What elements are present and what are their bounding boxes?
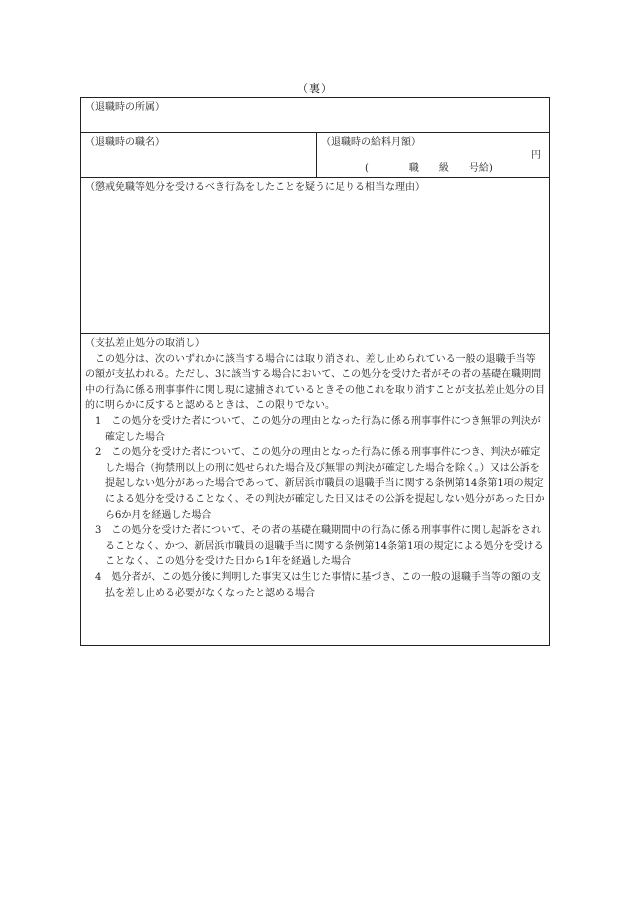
cancellation-item-1: 1 この処分を受けた者について、この処分の理由となった行為に係る刑事事件につき無罪の判決が確定した場合 <box>95 415 541 443</box>
salary-cell[interactable] <box>317 133 549 177</box>
cancellation-item-4: 4 処分者が、この処分後に判明した事実又は生じた事情に基づき、この一般の退職手当等の額の支払を差し止める必要がなくなったと認める場合 <box>95 571 541 599</box>
cancellation-intro: この処分は、次のいずれかに該当する場合には取り消され、差し止められている一般の退職手当等の額が支払われる。ただし、3に該当する場合において、この処分を受けた者がその者の基礎在職期間中の行為に係る刑事事件に関し現に逮捕されているときその他これを取り消すことが支払差止処分の目的に明らかに反すると認めるときは、この限りでない。 <box>85 353 545 412</box>
salary-label: （退職時の給料月額） <box>321 137 421 148</box>
cancellation-item-2: 2 この処分を受けた者について、この処分の理由となった行為に係る刑事事件につき、判決が確定した場合（拘禁刑以上の刑に処せられた場合及び無罪の判決が確定した場合を除く。）又は公訴を提起しない処分があった場合であって、新居浜市職員の退職手当に関する条例第14条第1項の規定による処分を受けることなく、その判決が確定した日又はその公訴を提起しない処分があった日から6か月を経過した場合 <box>95 447 545 521</box>
department-label: （退職時の所属） <box>85 102 165 113</box>
reason-row[interactable] <box>81 178 549 334</box>
department-row[interactable] <box>81 98 549 133</box>
job-salary-row <box>81 133 549 178</box>
cancellation-title: （支払差止処分の取消し） <box>85 338 205 349</box>
page-side-label: （裏） <box>297 82 333 95</box>
reason-label: （懲戒免職等処分を受けるべき行為をしたことを疑うに足りる相当な理由） <box>85 182 425 193</box>
job-title-label: （退職時の職名） <box>85 137 165 148</box>
job-title-cell[interactable] <box>81 133 317 177</box>
salary-unit: 円 <box>531 150 541 161</box>
grade-line: ( 職 級 号給) <box>365 163 493 174</box>
cancellation-item-3: 3 この処分を受けた者について、その者の基礎在職期間中の行為に係る刑事事件に関し起訴をされることなく、かつ、新居浜市職員の退職手当に関する条例第14条第1項の規定による処分を受けることなく、この処分を受けた日から1年を経過した場合 <box>95 525 544 568</box>
cancellation-section <box>81 334 549 645</box>
cancellation-body <box>85 336 545 601</box>
form-table <box>80 97 550 646</box>
